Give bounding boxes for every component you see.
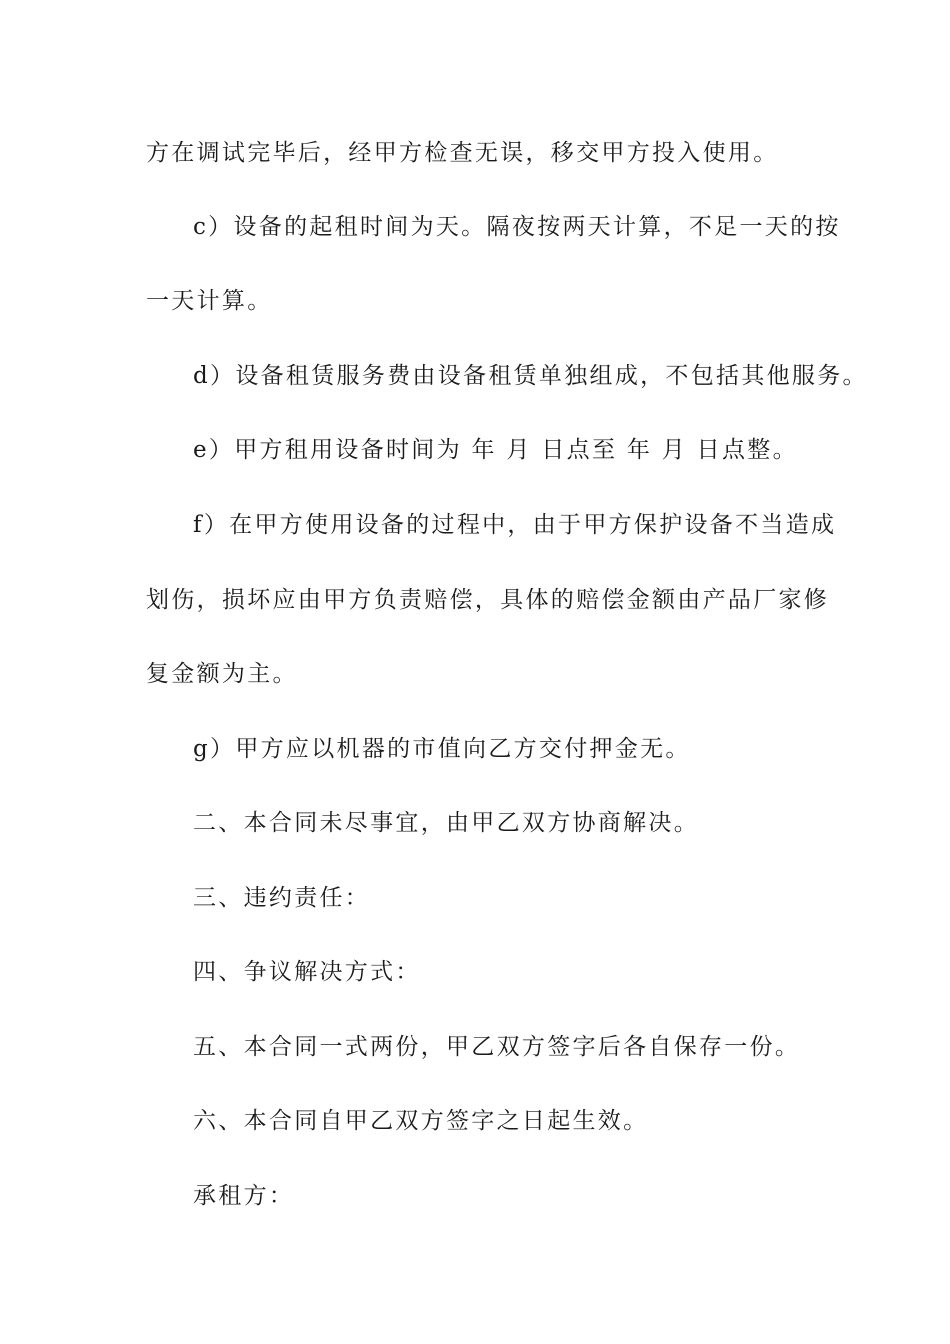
paragraph-line-1: 方在调试完毕后，经甲方检查无误，移交甲方投入使用。 bbox=[146, 140, 779, 166]
paragraph-line-4: d）设备租赁服务费由设备租赁单独组成，不包括其他服务。 bbox=[193, 363, 868, 389]
paragraph-line-6: f）在甲方使用设备的过程中，由于甲方保护设备不当造成 bbox=[193, 512, 837, 538]
paragraph-line-11: 三、违约责任： bbox=[193, 885, 371, 911]
paragraph-line-2: c）设备的起租时间为天。隔夜按两天计算，不足一天的按 bbox=[193, 214, 841, 240]
paragraph-line-10: 二、本合同未尽事宜，由甲乙双方协商解决。 bbox=[193, 810, 699, 836]
paragraph-line-13: 五、本合同一式两份，甲乙双方签字后各自保存一份。 bbox=[193, 1034, 801, 1060]
paragraph-line-12: 四、争议解决方式： bbox=[193, 959, 421, 985]
paragraph-line-5: e）甲方租用设备时间为 年 月 日点至 年 月 日点整。 bbox=[193, 437, 798, 463]
paragraph-line-15: 承租方： bbox=[193, 1183, 295, 1209]
paragraph-line-14: 六、本合同自甲乙双方签字之日起生效。 bbox=[193, 1108, 649, 1134]
paragraph-line-3: 一天计算。 bbox=[146, 288, 273, 314]
paragraph-line-7: 划伤，损坏应由甲方负责赔偿，具体的赔偿金额由产品厂家修 bbox=[146, 587, 830, 613]
paragraph-line-8: 复金额为主。 bbox=[146, 661, 298, 687]
paragraph-line-9: g）甲方应以机器的市值向乙方交付押金无。 bbox=[193, 736, 691, 762]
